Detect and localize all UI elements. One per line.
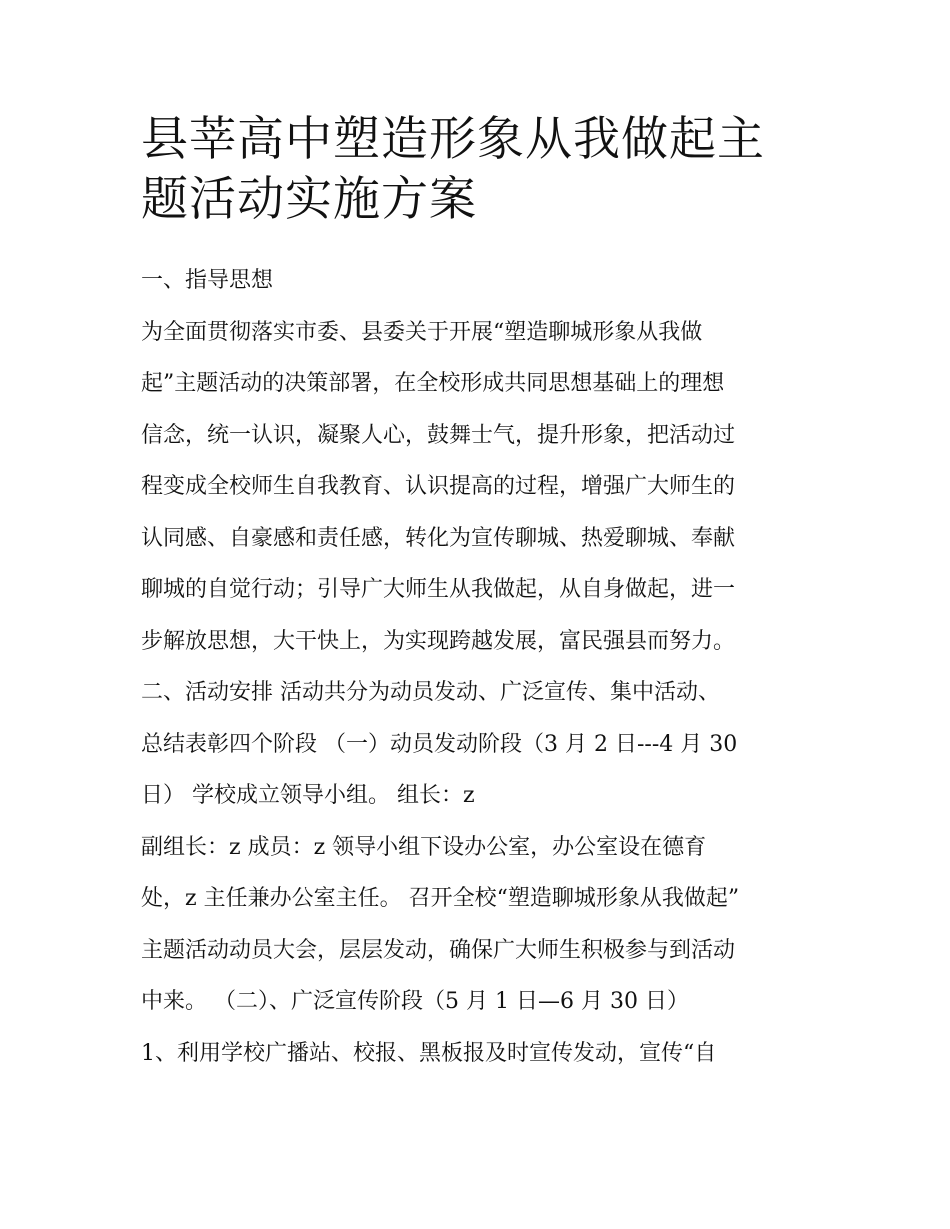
document-body [141, 255, 821, 1079]
title-line: 题活动实施方案 [141, 172, 477, 227]
paragraph-line: 主题活动动员大会，层层发动，确保广大师生积极参与到活动 [141, 937, 736, 963]
document-page [141, 110, 821, 1079]
document-title [141, 110, 821, 230]
paragraph-line: 起”主题活动的决策部署，在全校形成共同思想基础上的理想 [141, 371, 725, 396]
paragraph-line: 日） 学校成立领导小组。 组长：z [141, 783, 475, 808]
paragraph-line: 副组长：z 成员：z 领导小组下设办公室，办公室设在德育 [141, 834, 707, 860]
section-heading-activity-arrangement: 二、活动安排 活动共分为动员发动、广泛宣传、集中活动、 [141, 680, 720, 705]
paragraph-line: 中来。 （二）、广泛宣传阶段（5 月 1 日—6 月 30 日） [141, 989, 689, 1014]
paragraph-line: 程变成全校师生自我教育、认识提高的过程，增强广大师生的 [141, 474, 736, 499]
list-item-line: 1、利用学校广播站、校报、黑板报及时宣传发动，宣传“自 [141, 1040, 717, 1066]
paragraph-line: 聊城的自觉行动；引导广大师生从我做起，从自身做起，进一 [141, 577, 736, 602]
section-heading-guiding-thought: 一、指导思想 [141, 268, 274, 293]
paragraph-line: 为全面贯彻落实市委、县委关于开展“塑造聊城形象从我做 [141, 319, 703, 345]
paragraph-line: 认同感、自豪感和责任感，转化为宣传聊城、热爱聊城、奉献 [141, 525, 736, 551]
paragraph-line: 处，z 主任兼办公室主任。 召开全校“塑造聊城形象从我做起” [141, 886, 740, 911]
paragraph-line: 信念，统一认识，凝聚人心，鼓舞士气，提升形象，把活动过 [141, 422, 736, 448]
paragraph-line: 总结表彰四个阶段 （一）动员发动阶段（3 月 2 日---4 月 30 [141, 731, 738, 757]
paragraph-line: 步解放思想，大干快上，为实现跨越发展，富民强县而努力。 [141, 628, 736, 654]
title-line: 县莘高中塑造形象从我做起主 [141, 112, 765, 167]
